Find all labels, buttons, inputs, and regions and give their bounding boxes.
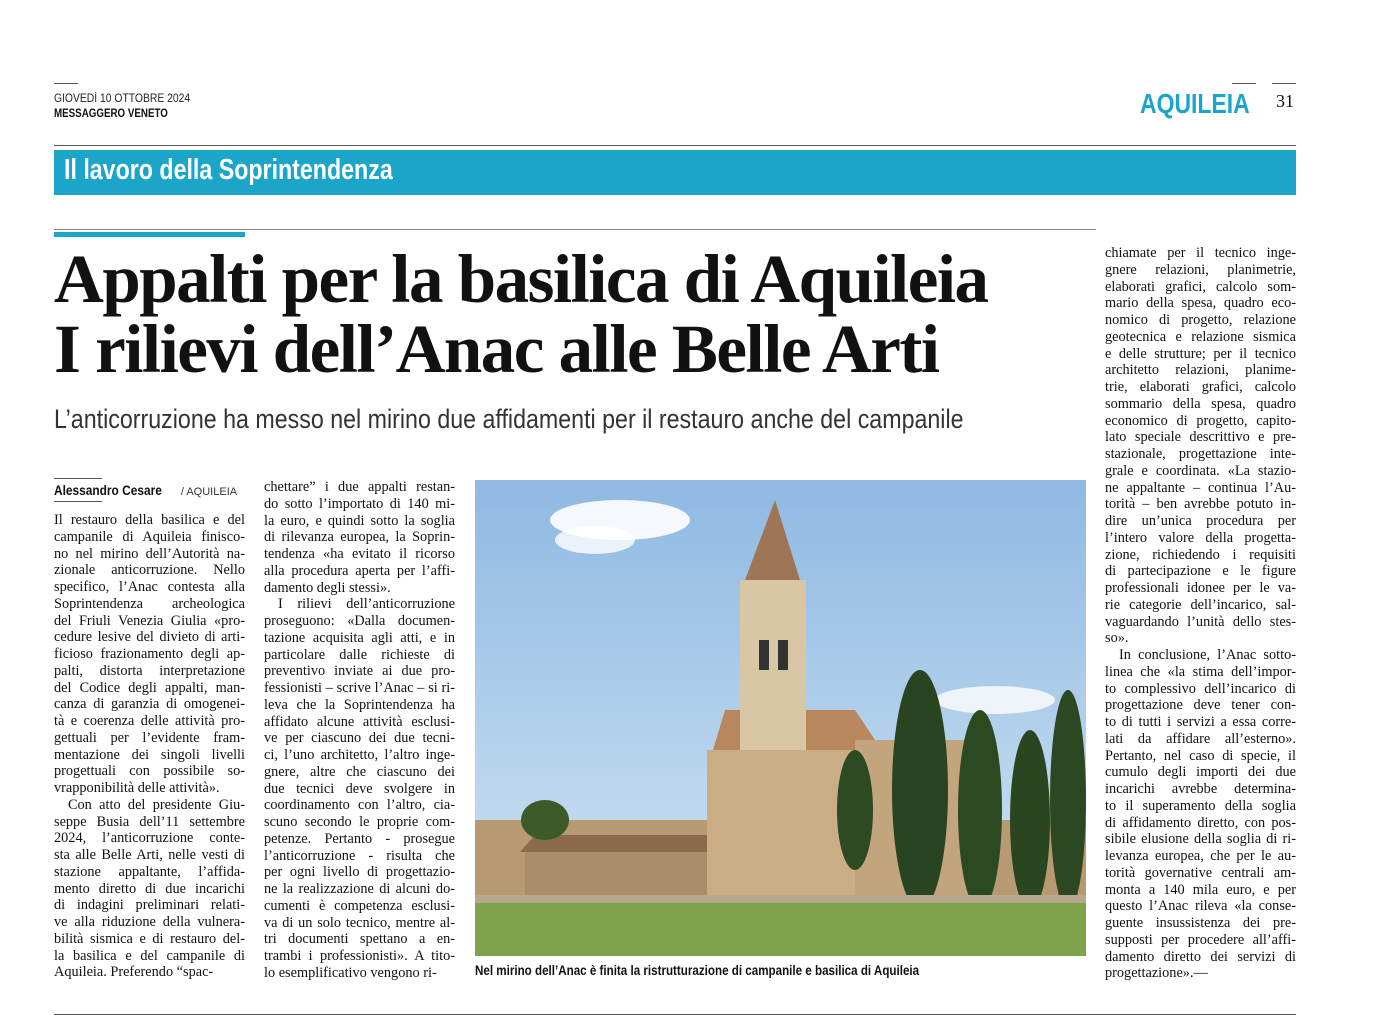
text-line: la euro, e quindi sotto la soglia: [264, 512, 455, 529]
text-line: zionale anticorruzione. Nello: [54, 562, 245, 579]
text-line: Pertanto, nel caso di specie, il: [1105, 747, 1296, 764]
byline-rule: [54, 501, 102, 502]
text-line: bilità sismica e di restauro del-: [54, 930, 245, 947]
text-line: I rilievi dell’anticorruzione: [278, 596, 455, 613]
text-line: ne la realizzazione di alcuni do-: [264, 881, 455, 897]
headline-rule: [54, 229, 1096, 230]
text-line: mentazione dei singoli livelli: [54, 746, 245, 763]
text-line: affidato alcune attività esclusi-: [264, 713, 455, 730]
text-line: ve per ciascuno dei due tecni-: [264, 730, 455, 747]
photo-caption: Nel mirino dell’Anac è finita la ristrutturazione di campanile e basilica di Aquileia: [475, 963, 920, 978]
basilica-photo: [475, 480, 1086, 956]
text-line: del Friuli Venezia Giulia «pro-: [54, 612, 245, 629]
text-line: di indagini preliminari relati-: [54, 897, 245, 914]
issue-date: GIOVEDÌ 10 OTTOBRE 2024: [54, 93, 191, 105]
text-line: stazionale, progettazione inte-: [1105, 446, 1296, 462]
bottom-rule: [54, 1014, 1296, 1015]
text-line: tà e coerenza delle attività pro-: [54, 713, 245, 729]
text-line: professionali idonee per le va-: [1105, 580, 1296, 596]
text-line: trambi i professionisti». A tito-: [264, 948, 455, 964]
text-line: tri documenti spettano a en-: [264, 931, 455, 948]
text-line: In conclusione, l’Anac sotto-: [1119, 647, 1296, 663]
text-line: specifico, l’Anac contesta alla: [54, 579, 245, 595]
text-line: ve alla riduzione della vulnera-: [54, 914, 245, 930]
dateline: / AQUILEIA: [180, 486, 238, 498]
header-rule: [54, 145, 1296, 146]
subtitle: L’anticorruzione ha messo nel mirino due affidamenti per il restauro anche del campanile: [54, 404, 964, 434]
text-line: di affidamento diretto, con pos-: [1105, 814, 1296, 831]
text-line: petenze. Pertanto - prosegue: [264, 830, 455, 847]
text-line: trie, elaborati grafici, calcolo: [1105, 379, 1296, 395]
text-line: ne appaltante – continua l’Au-: [1105, 479, 1296, 496]
text-line: palti, distorta interpretazione: [54, 662, 245, 679]
section-band: [54, 150, 1296, 195]
byline: [54, 482, 237, 500]
text-line: sommario della spesa, quadro: [1105, 395, 1296, 412]
text-line: to il superamento della soglia: [1105, 797, 1296, 814]
text-line: to complessivo dell’incarico di: [1105, 680, 1296, 697]
text-line: gnere, altre che ciascuno dei: [264, 763, 455, 780]
text-line: no nel mirino dell’Autorità na-: [54, 545, 245, 562]
text-line: supposti per procedere all’affi-: [1105, 931, 1296, 948]
text-line: torità – ben avrebbe potuto in-: [1105, 496, 1296, 513]
page-number: 31: [1276, 91, 1294, 111]
headline-line-1: Appalti per la basilica di Aquileia: [54, 241, 988, 317]
text-line: proseguono: «Dalla documen-: [264, 613, 455, 629]
text-line: di partecipazione e le figure: [1105, 563, 1296, 580]
text-line: 2024, l’anticorruzione conte-: [54, 830, 245, 847]
top-rule: [1232, 83, 1256, 84]
text-line: Aquileia. Preferendo “spac-: [54, 964, 214, 981]
text-line: canza di garanzia di omogenei-: [54, 696, 245, 713]
text-line: mario della spesa, quadro eco-: [1105, 295, 1296, 312]
text-line: economico di progetto, capito-: [1105, 412, 1296, 429]
text-line: so».: [1105, 630, 1129, 647]
text-line: la basilica e del campanile di: [54, 947, 245, 964]
text-line: elaborati grafici, calcolo som-: [1105, 278, 1296, 295]
text-line: tazione acquisita agli atti, e in: [264, 629, 455, 646]
text-line: particolare dalle richieste di: [264, 646, 455, 663]
newspaper-name: MESSAGGERO VENETO: [54, 108, 168, 120]
byline-rule: [54, 478, 102, 479]
text-line: torità governative centrali am-: [1105, 864, 1296, 881]
text-line: ci, l’uno architetto, l’altro inge-: [264, 747, 455, 763]
text-line: mento diretto di due incarichi: [54, 880, 245, 897]
article-column-2: [264, 479, 455, 982]
text-line: cedure lesive del divieto di arti-: [54, 629, 245, 646]
top-rule: [1272, 83, 1296, 84]
text-line: monta a 140 mila euro, e per: [1105, 881, 1296, 898]
article-column-3: [1105, 245, 1296, 982]
text-line: do sotto l’importato di 140 mi-: [264, 495, 455, 512]
text-line: vrapponibilità delle attività».: [54, 780, 220, 796]
text-line: seppe Busia dell’11 settembre: [54, 813, 245, 830]
text-line: geotecnica e relazione sismica: [1105, 328, 1296, 345]
text-line: va di un solo tecnico, mentre al-: [264, 914, 455, 931]
text-line: Soprintendenza archeologica: [54, 595, 245, 612]
text-line: questo l’Anac rileva «la conse-: [1105, 898, 1296, 915]
article-column-1: [54, 512, 245, 981]
text-line: leva che la Soprintendenza ha: [264, 696, 455, 713]
text-line: campanile di Aquileia finisco-: [54, 528, 245, 545]
text-line: per ogni livello di progettazio-: [264, 864, 455, 881]
text-line: preventivo inviate ai due pro-: [264, 663, 455, 680]
text-line: incarichi avrebbe determina-: [1105, 781, 1296, 797]
text-line: alla procedura aperta per l’affi-: [264, 562, 455, 579]
text-line: sibile elusione della soglia di ri-: [1105, 831, 1296, 848]
text-line: progettazione».—: [1105, 965, 1208, 982]
text-line: vaguardando l’unità dello stes-: [1105, 613, 1296, 630]
text-line: l’intero valore della progetta-: [1105, 529, 1296, 546]
text-line: Con atto del presidente Giu-: [68, 796, 245, 813]
text-line: damento degli stessi».: [264, 579, 391, 596]
text-line: coordinamento con l’altro, cia-: [264, 797, 455, 814]
text-line: di rilevanza europea, la Soprin-: [264, 529, 455, 546]
text-line: chettare” i due appalti restan-: [264, 479, 455, 495]
text-line: l’anticorruzione - risulta che: [264, 847, 455, 864]
text-line: chiamate per il tecnico inge-: [1105, 245, 1296, 261]
text-line: scuno secondo le proprie com-: [264, 814, 455, 830]
text-line: ficioso frazionamento degli ap-: [54, 646, 245, 662]
headline-line-2: I rilievi dell’Anac alle Belle Arti: [54, 311, 939, 387]
text-line: gettuali per l’evidente fram-: [54, 729, 245, 746]
text-line: e delle strutture; per il tecnico: [1105, 345, 1296, 362]
text-line: cumulo degli importi dei due: [1105, 764, 1296, 781]
text-line: del Codice degli appalti, man-: [54, 679, 245, 696]
top-rule: [54, 83, 78, 84]
text-line: progettazione deve tener con-: [1105, 697, 1296, 714]
band-title: Il lavoro della Soprintendenza: [64, 154, 393, 186]
text-line: gnere relazioni, planimetrie,: [1105, 261, 1296, 278]
text-line: zione, richiedendo i requisiti: [1105, 546, 1296, 563]
text-line: to di tutti i servizi a essa corre-: [1105, 714, 1296, 730]
text-line: dire un’unica procedura per: [1105, 513, 1296, 529]
text-line: Il restauro della basilica e del: [54, 512, 245, 528]
text-line: sta alle Belle Arti, nelle vesti di: [54, 847, 245, 863]
text-line: levanza europea, che per le au-: [1105, 848, 1296, 864]
text-line: grale e coordinata. «La stazio-: [1105, 462, 1296, 479]
section-name: AQUILEIA: [1140, 88, 1250, 119]
accent-bar: [54, 232, 245, 237]
text-line: tendenza «ha evitato il ricorso: [264, 546, 455, 562]
text-line: rie categorie dell’incarico, sal-: [1105, 596, 1296, 613]
text-line: nomico di progetto, relazione: [1105, 312, 1296, 328]
text-line: lo esemplificativo vengono ri-: [264, 964, 437, 981]
text-line: fessionisti – scrive l’Anac – si ri-: [264, 680, 455, 696]
text-line: linea che «la stima dell’impor-: [1105, 663, 1296, 680]
text-line: cumenti è competenza esclusi-: [264, 897, 455, 914]
text-line: damento diretto dei servizi di: [1105, 948, 1296, 965]
text-line: guente insussistenza dei pre-: [1105, 915, 1296, 931]
text-line: progettuali con possibile so-: [54, 763, 245, 780]
text-line: lati da affidare all’esterno».: [1105, 730, 1296, 747]
text-line: architetto relazioni, planime-: [1105, 362, 1296, 379]
text-line: stazione appaltante, l’affida-: [54, 863, 245, 880]
author: Alessandro Cesare: [54, 482, 162, 498]
text-line: lato speciale descrittivo e pre-: [1105, 429, 1296, 446]
text-line: due tecnici deve svolgere in: [264, 780, 455, 797]
